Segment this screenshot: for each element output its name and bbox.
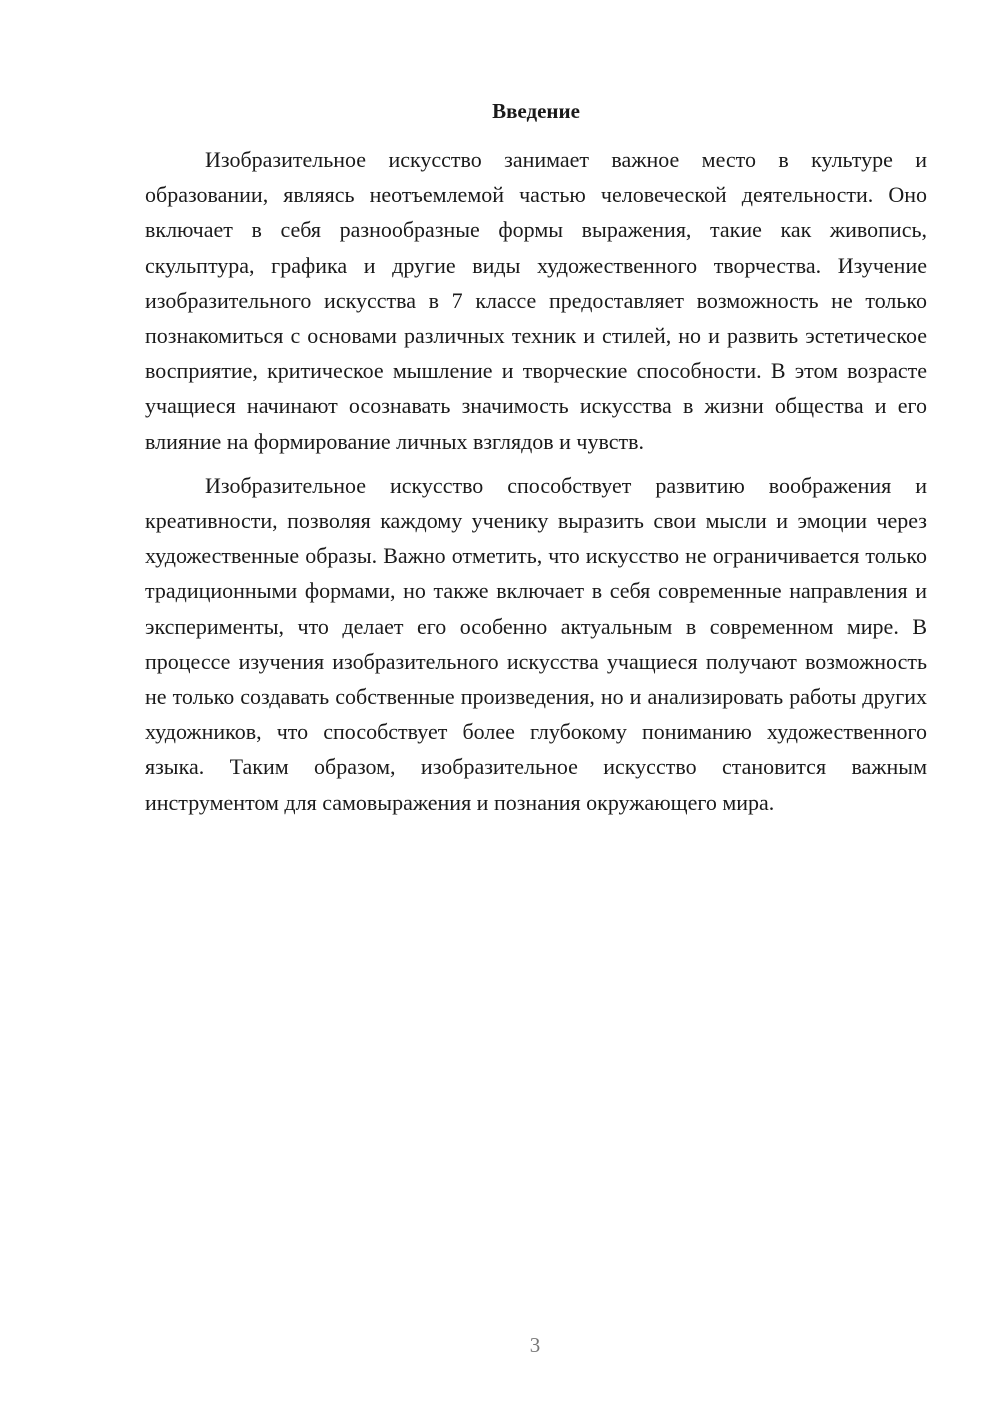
paragraph-2: Изобразительное искусство способствует развитию воображения и креативности, позволяя каждому ученику выразить свои мысли и эмоции через художественные образы. Важно отметить, что искусство не ограничивается только традиционными формами, но также включает в себя современные направления и эксперименты, что делает его особенно актуальным в современном мире. В процессе изучения изобразительного искусства учащиеся получают возможность не только создавать собственные произведения, но и анализировать работы других художников, что способствует более глубокому пониманию художественного языка. Таким образом, изобразительное искусство становится важным инструментом для самовыражения и познания окружающего мира. [145,472,927,815]
paragraph-1: Изобразительное искусство занимает важное место в культуре и образовании, являясь неотъемлемой частью человеческой деятельности. Оно включает в себя разнообразные формы выражения, такие как живопись, скульптура, графика и другие виды художественного творчества. Изучение изобразительного искусства в 7 классе предоставляет возможность не только познакомиться с основами различных техник и стилей, но и развить эстетическое восприятие, критическое мышление и творческие способности. В этом возрасте учащиеся начинают осознавать значимость искусства в жизни общества и его влияние на формирование личных взглядов и чувств. [145,147,927,454]
document-body [145,142,927,820]
page-title: Введение [492,99,580,123]
page-number: 3 [529,1333,541,1357]
